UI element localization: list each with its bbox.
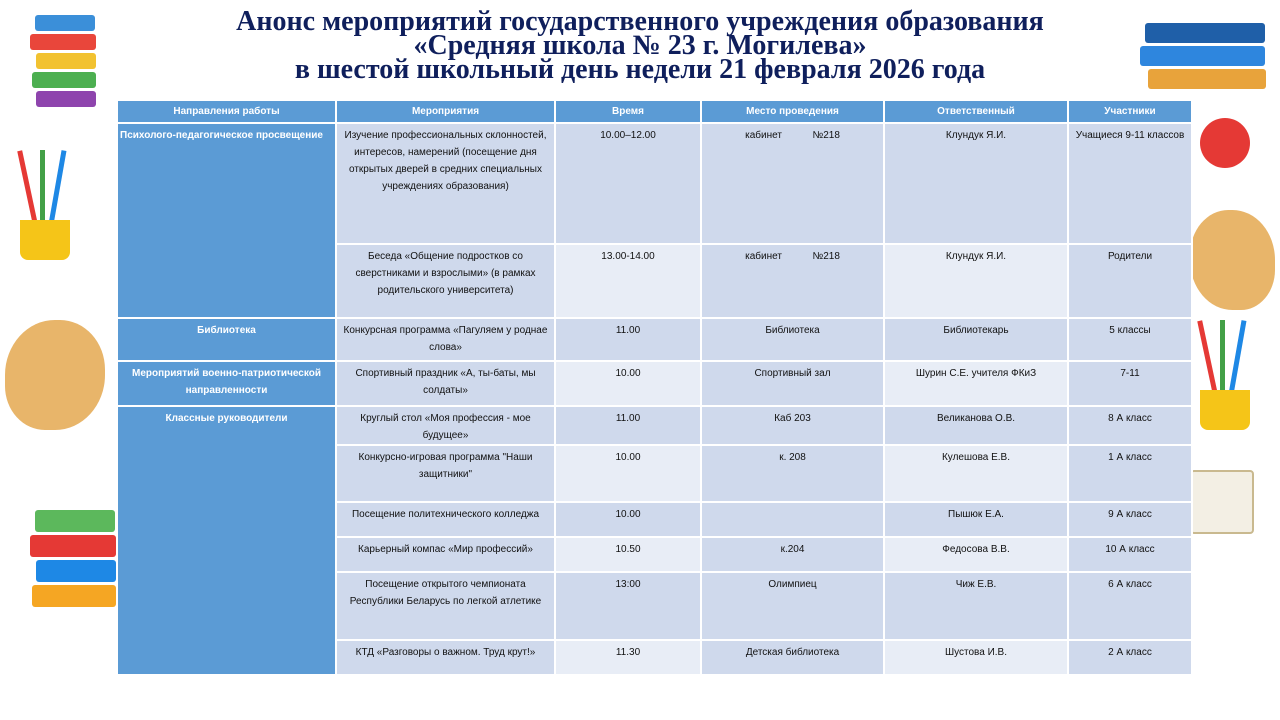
place-cell: кабинет №218 [701, 244, 884, 318]
events-table [116, 99, 1193, 676]
event-cell: Беседа «Общение подростков со сверстниками и взрослыми» (в рамках родительского университета) [336, 244, 555, 318]
responsible-cell: Пышюк Е.А. [884, 502, 1068, 537]
books-stack-bottom-left-icon [30, 505, 120, 615]
paint-palette-right-icon [1190, 210, 1275, 310]
time-cell: 11.00 [555, 406, 701, 445]
paint-palette-left-icon [5, 320, 105, 430]
title-line-3: в шестой школьный день недели 21 февраля 2026 года [294, 54, 986, 85]
table-row [117, 406, 1192, 445]
place-cell: к.204 [701, 537, 884, 572]
event-cell: Карьерный компас «Мир профессий» [336, 537, 555, 572]
responsible-cell: Шустова И.В. [884, 640, 1068, 675]
table-row [117, 318, 1192, 361]
ladybug-icon [1200, 118, 1250, 168]
header-time: Время [555, 100, 701, 123]
direction-cell: Библиотека [117, 318, 336, 361]
participants-cell: Учащиеся 9-11 классов [1068, 123, 1192, 244]
time-cell: 13:00 [555, 572, 701, 640]
direction-cell: Мероприятий военно-патриотической направленности [117, 361, 336, 406]
event-cell: Конкурсно-игровая программа "Наши защитники" [336, 445, 555, 502]
responsible-cell: Клундук Я.И. [884, 123, 1068, 244]
header-responsible: Ответственный [884, 100, 1068, 123]
place-cell: Детская библиотека [701, 640, 884, 675]
responsible-cell: Библиотекарь [884, 318, 1068, 361]
time-cell: 11.30 [555, 640, 701, 675]
table-header-row [117, 100, 1192, 123]
participants-cell: 7-11 [1068, 361, 1192, 406]
participants-cell: 6 А класс [1068, 572, 1192, 640]
title-line-1: Анонс мероприятий государственного учреждения образования [236, 6, 1044, 37]
event-cell: Спортивный праздник «А, ты-баты, мы солдаты» [336, 361, 555, 406]
participants-cell: 8 А класс [1068, 406, 1192, 445]
table-row [117, 361, 1192, 406]
place-cell: кабинет №218 [701, 123, 884, 244]
time-cell: 10.50 [555, 537, 701, 572]
direction-cell: Психолого-педагогическое просвещение [117, 123, 336, 318]
pencil-cup-left-icon [15, 150, 85, 260]
event-cell: Посещение открытого чемпионата Республики Беларусь по легкой атлетике [336, 572, 555, 640]
time-cell: 10.00 [555, 502, 701, 537]
time-cell: 11.00 [555, 318, 701, 361]
participants-cell: 2 А класс [1068, 640, 1192, 675]
header-place: Место проведения [701, 100, 884, 123]
books-stack-top-left-icon [30, 10, 100, 120]
event-cell: Конкурсная программа «Пагуляем у роднае слова» [336, 318, 555, 361]
title-line-2: «Средняя школа № 23 г. Могилева» [413, 30, 867, 61]
participants-cell: Родители [1068, 244, 1192, 318]
header-direction: Направления работы [117, 100, 336, 123]
responsible-cell: Кулешова Е.В. [884, 445, 1068, 502]
pencil-cup-right-icon [1195, 320, 1265, 430]
header-participants: Участники [1068, 100, 1192, 123]
time-cell: 10.00–12.00 [555, 123, 701, 244]
time-cell: 10.00 [555, 361, 701, 406]
responsible-cell: Клундук Я.И. [884, 244, 1068, 318]
open-book-icon [1190, 470, 1254, 534]
time-cell: 13.00-14.00 [555, 244, 701, 318]
participants-cell: 1 А класс [1068, 445, 1192, 502]
place-cell: Олимпиец [701, 572, 884, 640]
place-cell: Библиотека [701, 318, 884, 361]
event-cell: Изучение профессиональных склонностей, интересов, намерений (посещение дня открытых дверей в средних специальных учреждениях образования) [336, 123, 555, 244]
participants-cell: 9 А класс [1068, 502, 1192, 537]
header-event: Мероприятия [336, 100, 555, 123]
page-title [140, 6, 1140, 85]
place-cell [701, 502, 884, 537]
responsible-cell: Федосова В.В. [884, 537, 1068, 572]
participants-cell: 10 А класс [1068, 537, 1192, 572]
place-cell: Спортивный зал [701, 361, 884, 406]
responsible-cell: Шурин С.Е. учителя ФКиЗ [884, 361, 1068, 406]
direction-cell: Классные руководители [117, 406, 336, 675]
books-stack-top-right-icon [1140, 18, 1270, 108]
event-cell: Круглый стол «Моя профессия - мое будущее» [336, 406, 555, 445]
event-cell: КТД «Разговоры о важном. Труд крут!» [336, 640, 555, 675]
responsible-cell: Великанова О.В. [884, 406, 1068, 445]
participants-cell: 5 классы [1068, 318, 1192, 361]
responsible-cell: Чиж Е.В. [884, 572, 1068, 640]
time-cell: 10.00 [555, 445, 701, 502]
event-cell: Посещение политехнического колледжа [336, 502, 555, 537]
place-cell: Каб 203 [701, 406, 884, 445]
place-cell: к. 208 [701, 445, 884, 502]
table-row [117, 123, 1192, 244]
